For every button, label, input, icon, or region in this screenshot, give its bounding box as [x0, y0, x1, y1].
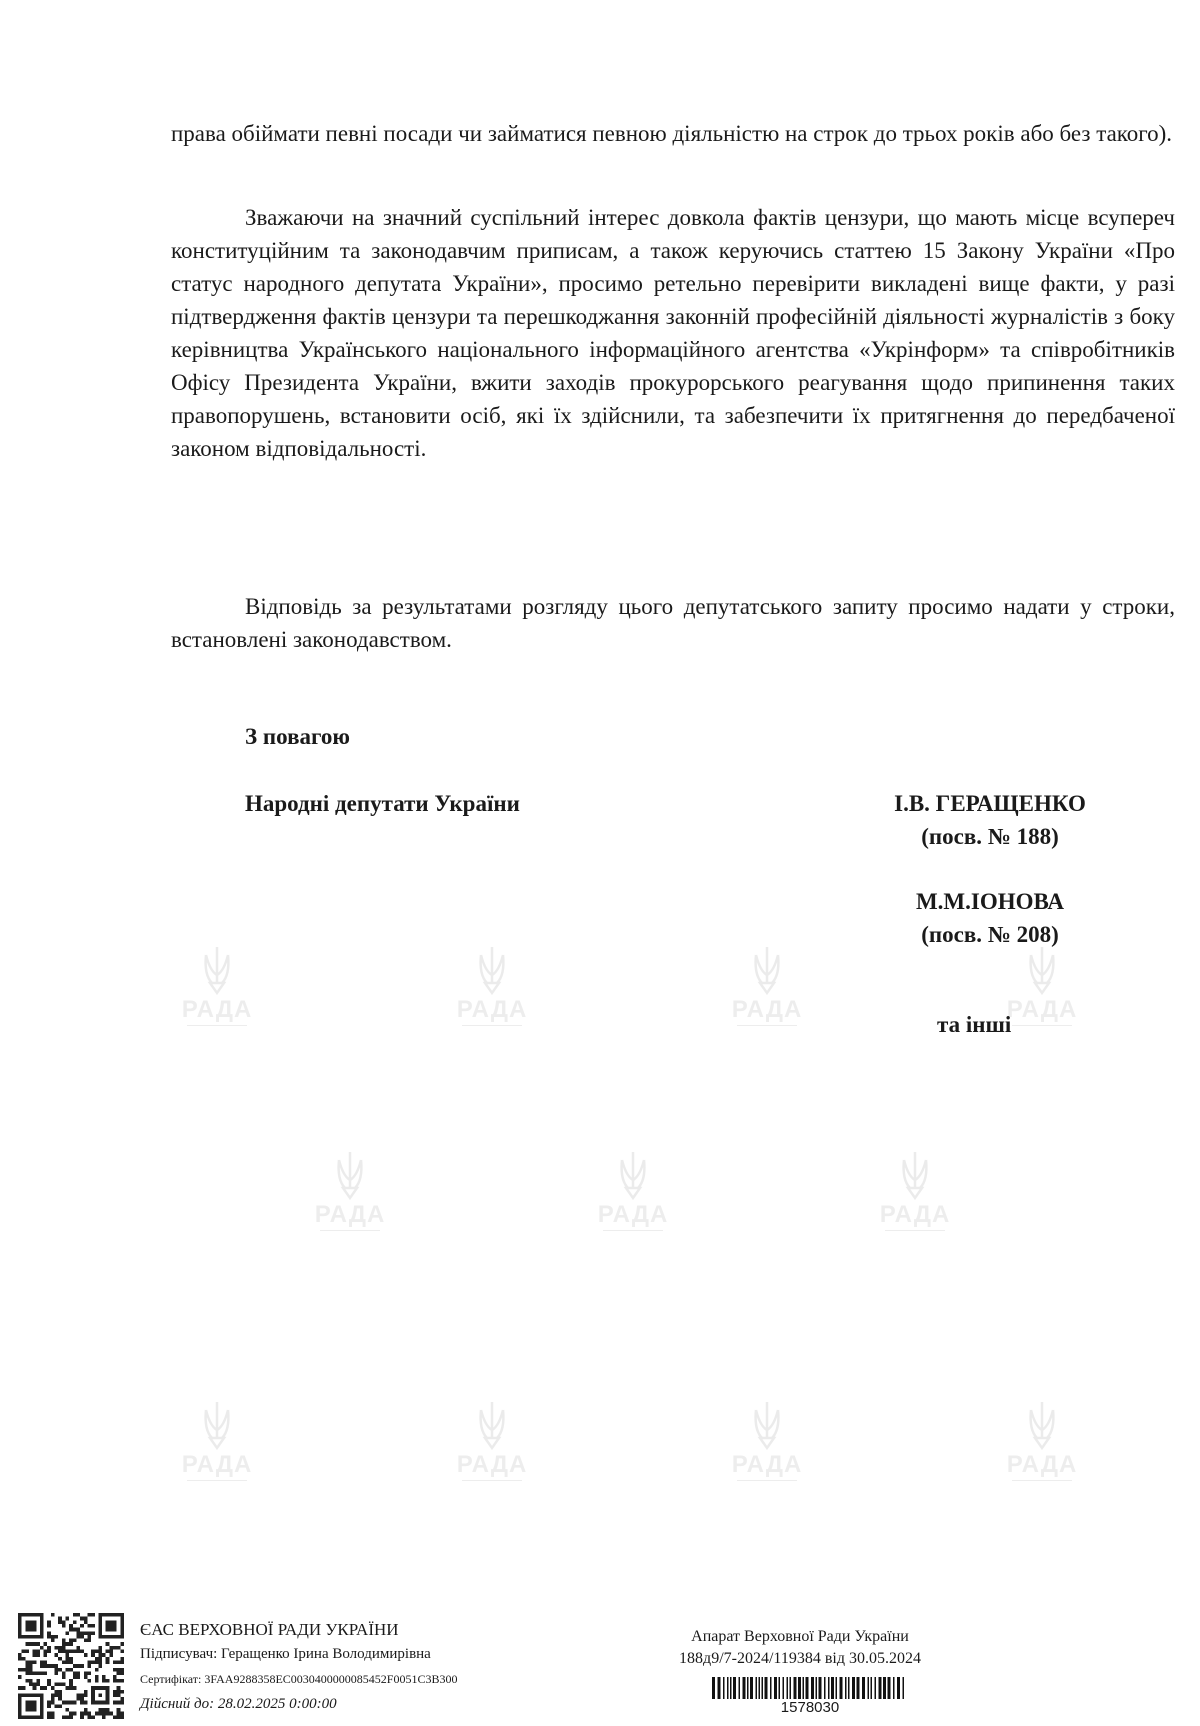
- watermark-text: РАДА: [731, 996, 803, 1023]
- trident-icon: [722, 945, 812, 997]
- stamp-system: ЄАС ВЕРХОВНОЇ РАДИ УКРАЇНИ: [140, 1620, 399, 1639]
- rada-watermark: [172, 1400, 262, 1485]
- rada-watermark: [447, 945, 537, 1030]
- paragraph-2: Зважаючи на значний суспільний інтерес довкола фактів цензури, що мають місце всупереч конституційним та законодавчим приписам, а також керуючись статтею 15 Закону України «Про статус народного депутата України», просимо ретельно перевірити викладені вище факти, у разі підтвердження фактів цензури та перешкоджання законній професійній діяльності журналістів з боку керівництва Українського національного інформаційного агентства «Укрінформ» та співробітників Офісу Президента України, вжити заходів прокурорського реагування щодо припинення таких правопорушень, встановити осіб, які їх здійснили, та забезпечити їх притягнення до передбаченої законом відповідальності.: [171, 205, 1175, 461]
- registry-number: 188д9/7-2024/119384 від 30.05.2024: [679, 1650, 921, 1667]
- signer-2-name: М.М.ІОНОВА: [915, 889, 1065, 914]
- signer-1-id: (посв. № 188): [921, 824, 1059, 849]
- stamp-certificate: Сертифікат: 3FAA9288358EC0030400000085452F0051C3B300: [140, 1672, 458, 1686]
- closing-regards: З повагою: [245, 724, 350, 749]
- stamp-valid-until: Дійсний до: 28.02.2025 0:00:00: [140, 1696, 337, 1712]
- signer-2-id: (посв. № 208): [921, 922, 1059, 947]
- paragraph-1: права обіймати певні посади чи займатися певною діяльністю на строк до трьох років або без такого).: [171, 121, 1173, 146]
- trident-icon: [870, 1150, 960, 1202]
- watermark-text: РАДА: [456, 1451, 528, 1478]
- watermark-text: РАДА: [181, 996, 253, 1023]
- watermark-text: РАДА: [456, 996, 528, 1023]
- trident-icon: [997, 945, 1087, 997]
- registry-block: [650, 1626, 950, 1670]
- signatories-title: Народні депутати України: [245, 791, 520, 816]
- rada-watermark: [305, 1150, 395, 1235]
- trident-icon: [305, 1150, 395, 1202]
- trident-icon: [172, 1400, 262, 1452]
- registry-org: Апарат Верховної Ради України: [691, 1628, 909, 1645]
- e-signature-stamp: [140, 1617, 457, 1717]
- watermark-text: РАДА: [314, 1201, 386, 1228]
- signer-1: [840, 787, 1140, 853]
- qr-code: [18, 1613, 124, 1719]
- trident-icon: [588, 1150, 678, 1202]
- barcode-number: 1578030: [780, 1699, 840, 1716]
- rada-watermark: [722, 1400, 812, 1485]
- rada-watermark: [172, 945, 262, 1030]
- rada-watermark: [722, 945, 812, 1030]
- trident-icon: [447, 945, 537, 997]
- signer-2: [840, 885, 1140, 951]
- watermark-text: РАДА: [1006, 996, 1078, 1023]
- stamp-signer: Підписувач: Геращенко Ірина Володимирівна: [140, 1646, 431, 1662]
- watermark-text: РАДА: [181, 1451, 253, 1478]
- trident-icon: [997, 1400, 1087, 1452]
- trident-icon: [722, 1400, 812, 1452]
- watermark-text: РАДА: [879, 1201, 951, 1228]
- rada-watermark: [997, 1400, 1087, 1485]
- rada-watermark: [870, 1150, 960, 1235]
- watermark-text: РАДА: [1006, 1451, 1078, 1478]
- trident-icon: [172, 945, 262, 997]
- trident-icon: [447, 1400, 537, 1452]
- watermark-text: РАДА: [597, 1201, 669, 1228]
- rada-watermark: [447, 1400, 537, 1485]
- rada-watermark: [588, 1150, 678, 1235]
- barcode: [710, 1677, 910, 1699]
- signer-1-name: І.В. ГЕРАЩЕНКО: [894, 791, 1086, 816]
- paragraph-3: Відповідь за результатами розгляду цього депутатського запиту просимо надати у строки, встановлені законодавством.: [171, 594, 1175, 652]
- others-note: та інші: [937, 1012, 1012, 1037]
- watermark-text: РАДА: [731, 1451, 803, 1478]
